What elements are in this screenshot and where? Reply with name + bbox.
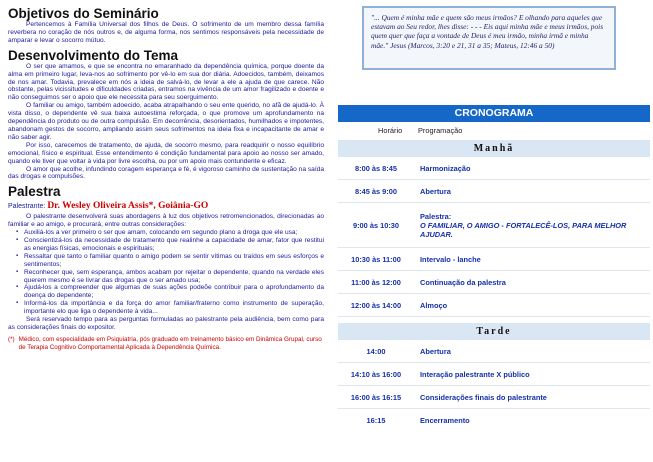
schedule-row	[338, 180, 650, 203]
row-activity-group	[414, 212, 650, 239]
topics-list	[8, 229, 324, 316]
development-paragraph: O ser que amamos, e que se encontra no emaranhado da dependência química, porque doente da alma em primeiro lugar, leva-nos ao sofrimento por vê-lo em sua dor diária. Adoecidos, também, deixamos de nos amar. Todavia, prevalece em nós a ideia de salvá-lo, de levar a ele a ajuda de que carece. Não obstante, pelas vicissitudes e dificuldades criadas, entramos na vivência de um amor fragilizado e doente e não conseguimos ser o apoio que ele necessita para seu soerguimento.	[8, 62, 324, 102]
objectives-text: Pertencemos à Família Universal dos filhos de Deus. O sofrimento de um membro dessa família reverbera no coração de nós outros e, de alguma forma, nos sentimos responsáveis pela necessidade de amparar e levar o socorro mútuo.	[8, 21, 324, 44]
schedule-row	[338, 386, 650, 409]
row-activity: Almoço	[420, 300, 448, 310]
development-title: Desenvolvimento do Tema	[8, 47, 179, 63]
row-time: 8:45 às 9:00	[355, 186, 397, 196]
closing-text: Será reservado tempo para as perguntas formuladas ao palestrante pela audiência, bem como para as considerações finais do expositor.	[8, 316, 324, 331]
row-time: 11:00 às 12:00	[351, 277, 401, 287]
row-time: 14:10 às 16:00	[350, 369, 402, 379]
presenter-line	[8, 201, 324, 211]
left-column	[8, 6, 324, 351]
list-item: ▪ Informá-los da importância e da força do amor familiar/fraterno como instrumento de superação, importante elo que liga o dependente à vida...	[18, 300, 324, 316]
palestra-intro: O palestrante desenvolverá suas abordagens à luz dos objetivos retromencionados, direcionadas ao familiar e ao amigo, e procurará, entre outras considerações:	[8, 213, 324, 229]
schedule-row	[338, 363, 650, 386]
footnote-mark: (*)	[8, 335, 15, 343]
row-time: 10:30 às 11:00	[351, 254, 401, 264]
schedule-header	[338, 124, 650, 138]
schedule-row	[338, 294, 650, 317]
palestra-theme: O FAMILIAR, O AMIGO - FORTALECÊ-LOS, PARA MELHOR AJUDAR.	[420, 220, 627, 239]
development-paragraph: O amor que acolhe, infundindo coragem esperança e fé, é vigoroso caminho de sustentação na saída das drogas e compulsões.	[8, 165, 324, 181]
afternoon-section-label: Tarde	[338, 323, 650, 340]
row-activity: Abertura	[420, 346, 451, 356]
row-activity: Interação palestrante X público	[420, 369, 530, 379]
bible-quote: "... Quem é minha mãe e quem são meus irmãos? E olhando para aqueles que estavam ao Seu redor, lhes disse: - - - Eis aqui minha mãe e meus irmãos, pois quem quer que faça a vontade de Deus é meu irmão, minha irmã e minha mãe." Jesus (Marcos, 3:20 e 21, 31 a 35; Mateus, 12:46 a 50)	[362, 6, 616, 70]
palestra-title: Palestra	[8, 184, 61, 200]
row-time: 16:00 às 16:15	[350, 392, 402, 402]
schedule-row	[338, 248, 650, 271]
list-item: ▪ Reconhecer que, sem esperança, ambos acabam por rejeitar o dependente, quando na verdade eles querem mesmo é se livrar das drogas que o ser amado usa;	[18, 269, 324, 285]
row-activity: Abertura	[420, 186, 451, 196]
row-time: 12:00 às 14:00	[350, 300, 402, 310]
row-activity: Continuação da palestra	[420, 277, 506, 287]
row-time: 9:00 às 10:30	[352, 220, 400, 230]
column-header-time: Horário	[378, 126, 403, 135]
presenter-name: Dr. Wesley Oliveira Assis*, Goiânia-GO	[47, 201, 209, 212]
footnote	[8, 336, 324, 351]
list-item: ▪ Conscientizá-los da necessidade de tratamento que realinhe a capacidade de amar, fator que restitui as energias físicas, emocionais e espirituais;	[18, 237, 324, 253]
row-activity: Intervalo - lanche	[420, 254, 481, 264]
schedule-row	[338, 271, 650, 294]
list-item: ▪ Auxiliá-los a ver primeiro o ser que amam, colocando em segundo plano a droga que ele usa;	[18, 229, 324, 237]
row-activity: Palestra:	[420, 211, 452, 221]
row-activity: Harmonização	[420, 163, 471, 173]
row-time: 8:00 às 8:45	[355, 163, 397, 173]
schedule-row	[338, 203, 650, 248]
row-time: 16:15	[366, 415, 386, 425]
morning-section-label: Manhã	[338, 140, 650, 157]
schedule-row	[338, 409, 650, 431]
development-paragraph: Por isso, carecemos de tratamento, de ajuda, de socorro mesmo, para readquirir o nosso equilíbrio emocional, físico e espiritual. Esse entendimento é condição fundamental para apoio ao nosso ser amado, quando ele tiver que voltar à vida por livre escolha, ou por um apoio mais contundente e eficaz.	[8, 141, 324, 165]
right-column	[338, 6, 650, 431]
list-item: ▪ Ajudá-los a compreender que algumas de suas ações podeõe contribuir para o aprofundamento da doença do dependente;	[18, 284, 324, 300]
row-activity: Encerramento	[420, 415, 470, 425]
cronograma-title: CRONOGRAMA	[338, 105, 650, 122]
schedule-row	[338, 340, 650, 363]
development-paragraph: O familiar ou amigo, também adoecido, acaba atrapalhando o seu ente querido, no afã de ajudá-lo. À vista disso, o dependente vê sua baixa autoestima reforçada, o que promove um aprofundamento na dependência do produto ou de outra compulsão. Em decorrência, desorientados, humilhados e impotentes, abandonam gestos de socorro, ampliando assim seus sofrimentos na ideia fixa e incapacitante de amar e não saber agir.	[8, 102, 324, 141]
row-time: 14:00	[366, 346, 386, 356]
column-header-program: Programação	[418, 126, 463, 135]
list-item: ▪ Ressaltar que tanto o familiar quanto o amigo podem se sentir vítimas ou traídos em seus esforços e sentimentos;	[18, 253, 324, 269]
presenter-label: Palestrante:	[8, 203, 46, 211]
objectives-title: Objetivos do Seminário	[8, 6, 159, 21]
row-activity: Considerações finais do palestrante	[420, 392, 547, 402]
footnote-text: Médico, com especialidade em Psiquiatria, pós graduado em treinamento básico em Dinâmica Grupal, curso de Terapia Cognitivo Comportamental Aplicada à Dependência Química.	[18, 335, 322, 351]
schedule-row	[338, 157, 650, 180]
